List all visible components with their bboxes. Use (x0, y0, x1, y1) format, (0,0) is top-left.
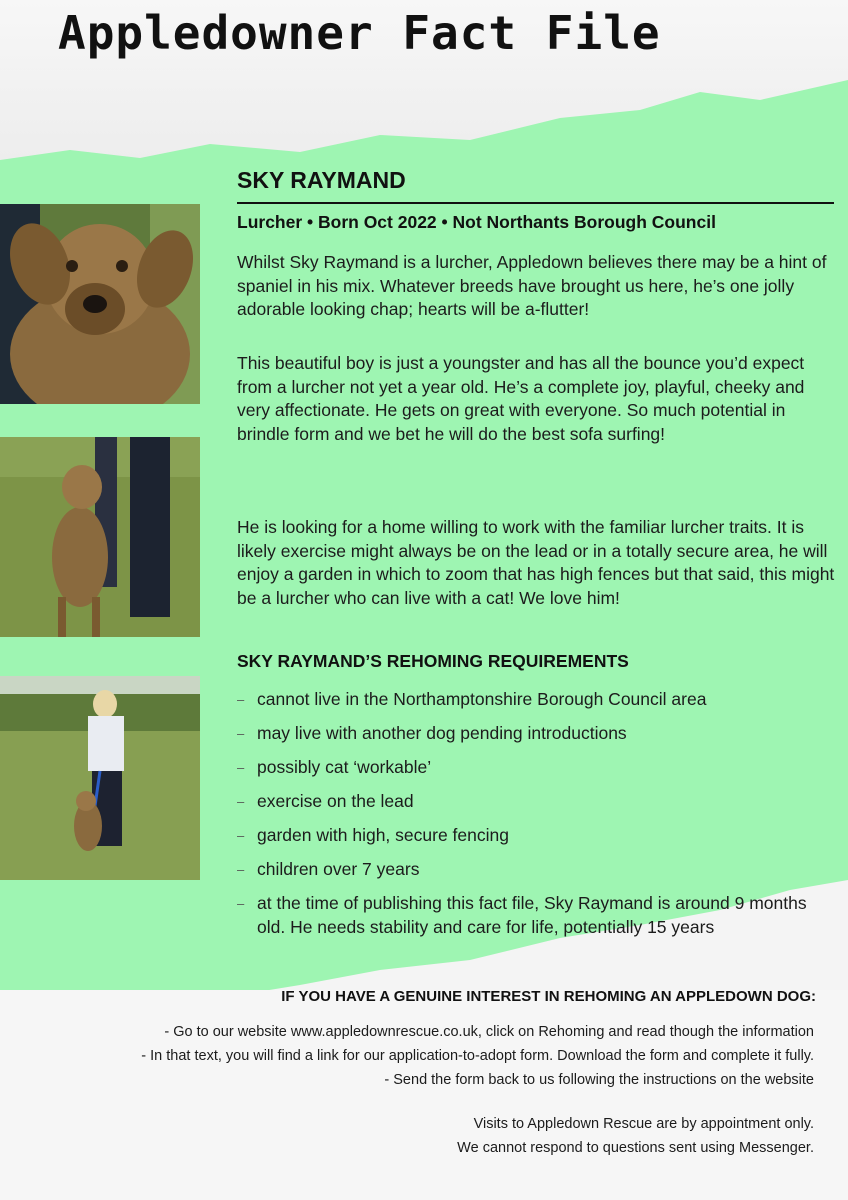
requirements-list (237, 688, 837, 950)
list-item: – exercise on the lead (237, 790, 837, 814)
list-item: – cannot live in the Northamptonshire Borough Council area (237, 688, 837, 712)
dash-bullet-icon: – (237, 760, 245, 775)
visit-notes (214, 1112, 814, 1160)
description-paragraph: Whilst Sky Raymand is a lurcher, Appledown believes there may be a hint of spaniel in his mix. Whatever breeds have brought us here, he’s one jolly adorable looking chap; hearts will be a-flutter! (237, 252, 827, 319)
adoption-steps (14, 1020, 814, 1092)
list-item: – may live with another dog pending introductions (237, 722, 837, 746)
dog-with-handler-photo (0, 676, 200, 880)
requirements-heading: SKY RAYMAND’S REHOMING REQUIREMENTS (237, 651, 629, 671)
list-item: – possibly cat ‘workable’ (237, 756, 837, 780)
description-paragraph: This beautiful boy is just a youngster and has all the bounce you’d expect from a lurcher not yet a year old. He’s a complete joy, playful, cheeky and very affectionate. He gets on great with everyone. So much potential in brindle form and we bet he will do the best sofa surfing! (237, 353, 805, 444)
list-item: – children over 7 years (237, 858, 837, 882)
dog-walking-photo (0, 437, 200, 637)
dog-portrait-photo (0, 204, 200, 404)
dash-bullet-icon: – (237, 828, 245, 843)
dog-name-heading: SKY RAYMAND (237, 167, 406, 193)
adoption-step: - Send the form back to us following the instructions on the website (384, 1072, 814, 1088)
adoption-step: - In that text, you will find a link for our application-to-adopt form. Download the form and complete it fully. (141, 1048, 814, 1064)
interest-heading: IF YOU HAVE A GENUINE INTEREST IN REHOMING AN APPLEDOWN DOG: (281, 988, 816, 1005)
page-title: Appledowner Fact File (58, 6, 661, 60)
list-item: – garden with high, secure fencing (237, 824, 837, 848)
dog-summary-line: Lurcher • Born Oct 2022 • Not Northants Borough Council (237, 212, 716, 232)
dash-bullet-icon: – (237, 794, 245, 809)
dash-bullet-icon: – (237, 862, 245, 877)
description-paragraph: He is looking for a home willing to work with the familiar lurcher traits. It is likely exercise might always be on the lead or in a totally secure area, he will enjoy a garden in which to zoom that has high fences but that said, this might be a lurcher who can live with a cat! We love him! (237, 517, 835, 608)
adoption-step: - Go to our website www.appledownrescue.co.uk, click on Rehoming and read though the information (164, 1024, 814, 1040)
dash-bullet-icon: – (237, 692, 245, 707)
dash-bullet-icon: – (237, 896, 245, 911)
dash-bullet-icon: – (237, 726, 245, 741)
note-line: Visits to Appledown Rescue are by appointment only. (473, 1116, 814, 1132)
list-item: – at the time of publishing this fact file, Sky Raymand is around 9 months old. He needs stability and care for life, potentially 15 years (237, 893, 807, 937)
note-line: We cannot respond to questions sent using Messenger. (457, 1140, 814, 1156)
heading-divider (237, 202, 834, 204)
